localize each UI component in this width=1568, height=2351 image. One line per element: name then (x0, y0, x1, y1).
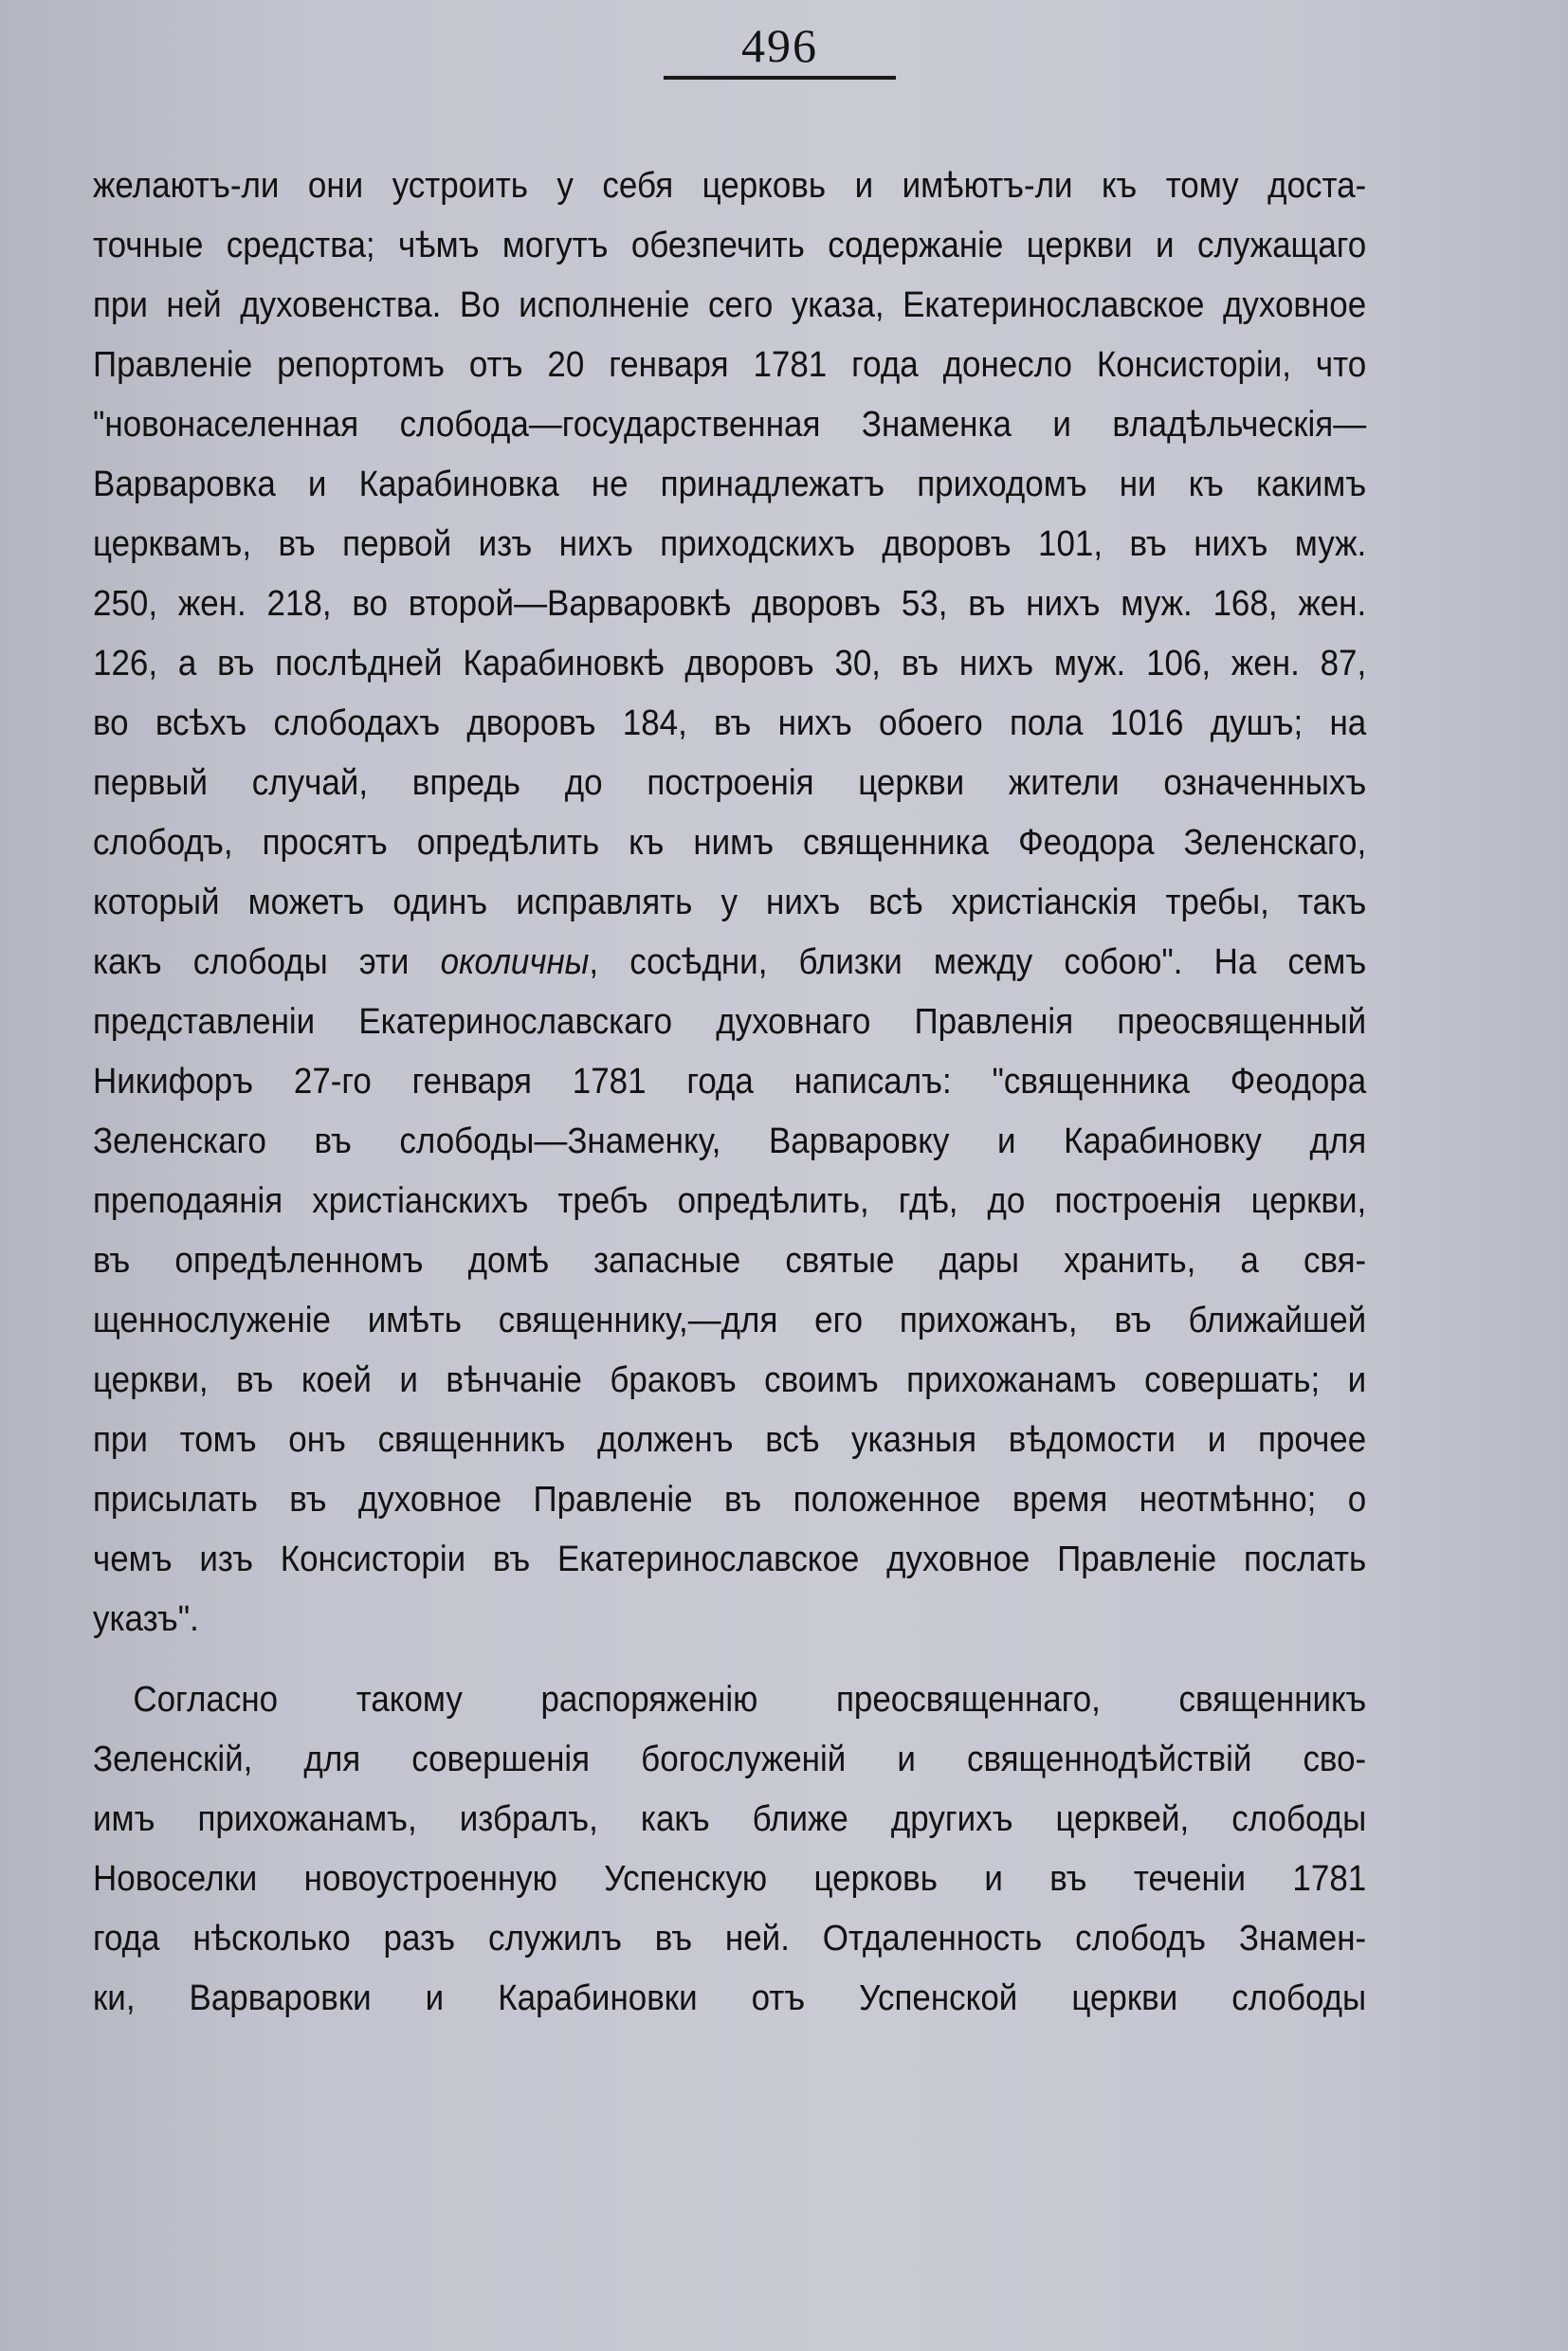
text-line: Никифоръ 27-го генваря 1781 года написалъ: "священника Феодора (93, 1062, 1367, 1102)
page-number-rule (664, 76, 896, 80)
text-line: преподаянія христіанскихъ требъ опредѣлить, гдѣ, до построенія церкви, (93, 1181, 1367, 1221)
text-line: при томъ онъ священникъ долженъ всѣ указныя вѣдомости и прочее (93, 1420, 1367, 1460)
paragraph-first-line: Согласно такому распоряженію преосвященнаго, священникъ (133, 1680, 1367, 1720)
text-line: первый случай, впредь до построенія церкви жители означенныхъ (93, 763, 1367, 803)
text-line: въ опредѣленномъ домѣ запасные святые дары хранить, а свя- (93, 1241, 1367, 1281)
italic-word: околичны (440, 942, 590, 982)
text-line: представленіи Екатеринославскаго духовнаго Правленія преосвященный (93, 1002, 1367, 1042)
text-line: который можетъ одинъ исправлять у нихъ всѣ христіанскія требы, такъ (93, 883, 1367, 922)
text-line: точные средства; чѣмъ могутъ обезпечить содержаніе церкви и служащаго (93, 226, 1367, 265)
text-line: церкви, въ коей и вѣнчаніе браковъ своимъ прихожанамъ совершать; и (93, 1360, 1367, 1400)
text-segment: , сосѣдни, близки между собою". На семъ (589, 942, 1367, 982)
text-line: при ней духовенства. Во исполненіе сего указа, Екатеринославское духовное (93, 285, 1367, 325)
text-line: 126, а въ послѣдней Карабиновкѣ дворовъ 30, въ нихъ муж. 106, жен. 87, (93, 644, 1367, 683)
text-line: имъ прихожанамъ, избралъ, какъ ближе другихъ церквей, слободы (93, 1799, 1367, 1839)
text-line: года нѣсколько разъ служилъ въ ней. Отдаленность слободъ Знамен- (93, 1919, 1367, 1959)
text-line: присылать въ духовное Правленіе въ положенное время неотмѣнно; о (93, 1480, 1367, 1520)
text-line-with-italic (93, 936, 1366, 989)
text-line: церквамъ, въ первой изъ нихъ приходскихъ дворовъ 101, въ нихъ муж. (93, 524, 1367, 564)
page-number: 496 (741, 19, 818, 72)
text-line: Зеленскій, для совершенія богослуженій и священнодѣйствій сво- (93, 1740, 1367, 1779)
text-line: чемъ изъ Консисторіи въ Екатеринославское духовное Правленіе послать (93, 1540, 1367, 1579)
text-line: во всѣхъ слободахъ дворовъ 184, въ нихъ обоего пола 1016 душъ; на (93, 703, 1367, 743)
text-line: 250, жен. 218, во второй—Варваровкѣ дворовъ 53, въ нихъ муж. 168, жен. (93, 584, 1367, 624)
text-line: "новонаселенная слобода—государственная Знаменка и владѣльческія— (93, 405, 1367, 445)
text-line: Новоселки новоустроенную Успенскую церковь и въ теченіи 1781 (93, 1859, 1367, 1899)
text-line: щеннослуженіе имѣть священнику,—для его прихожанъ, въ ближайшей (93, 1301, 1367, 1340)
text-line: Варваровка и Карабиновка не принадлежатъ приходомъ ни къ какимъ (93, 465, 1367, 504)
text-line: Зеленскаго въ слободы—Знаменку, Варваровку и Карабиновку для (93, 1121, 1367, 1161)
text-line: ки, Варваровки и Карабиновки отъ Успенской церкви слободы (93, 1978, 1367, 2018)
text-line: слободъ, просятъ опредѣлить къ нимъ священника Феодора Зеленскаго, (93, 823, 1367, 863)
text-line: желаютъ-ли они устроить у себя церковь и имѣютъ-ли къ тому доста- (93, 166, 1367, 206)
text-line: Правленіе репортомъ отъ 20 генваря 1781 года донесло Консисторіи, что (93, 345, 1367, 385)
text-line: указъ". (93, 1599, 199, 1639)
text-segment: какъ слободы эти (93, 942, 441, 982)
